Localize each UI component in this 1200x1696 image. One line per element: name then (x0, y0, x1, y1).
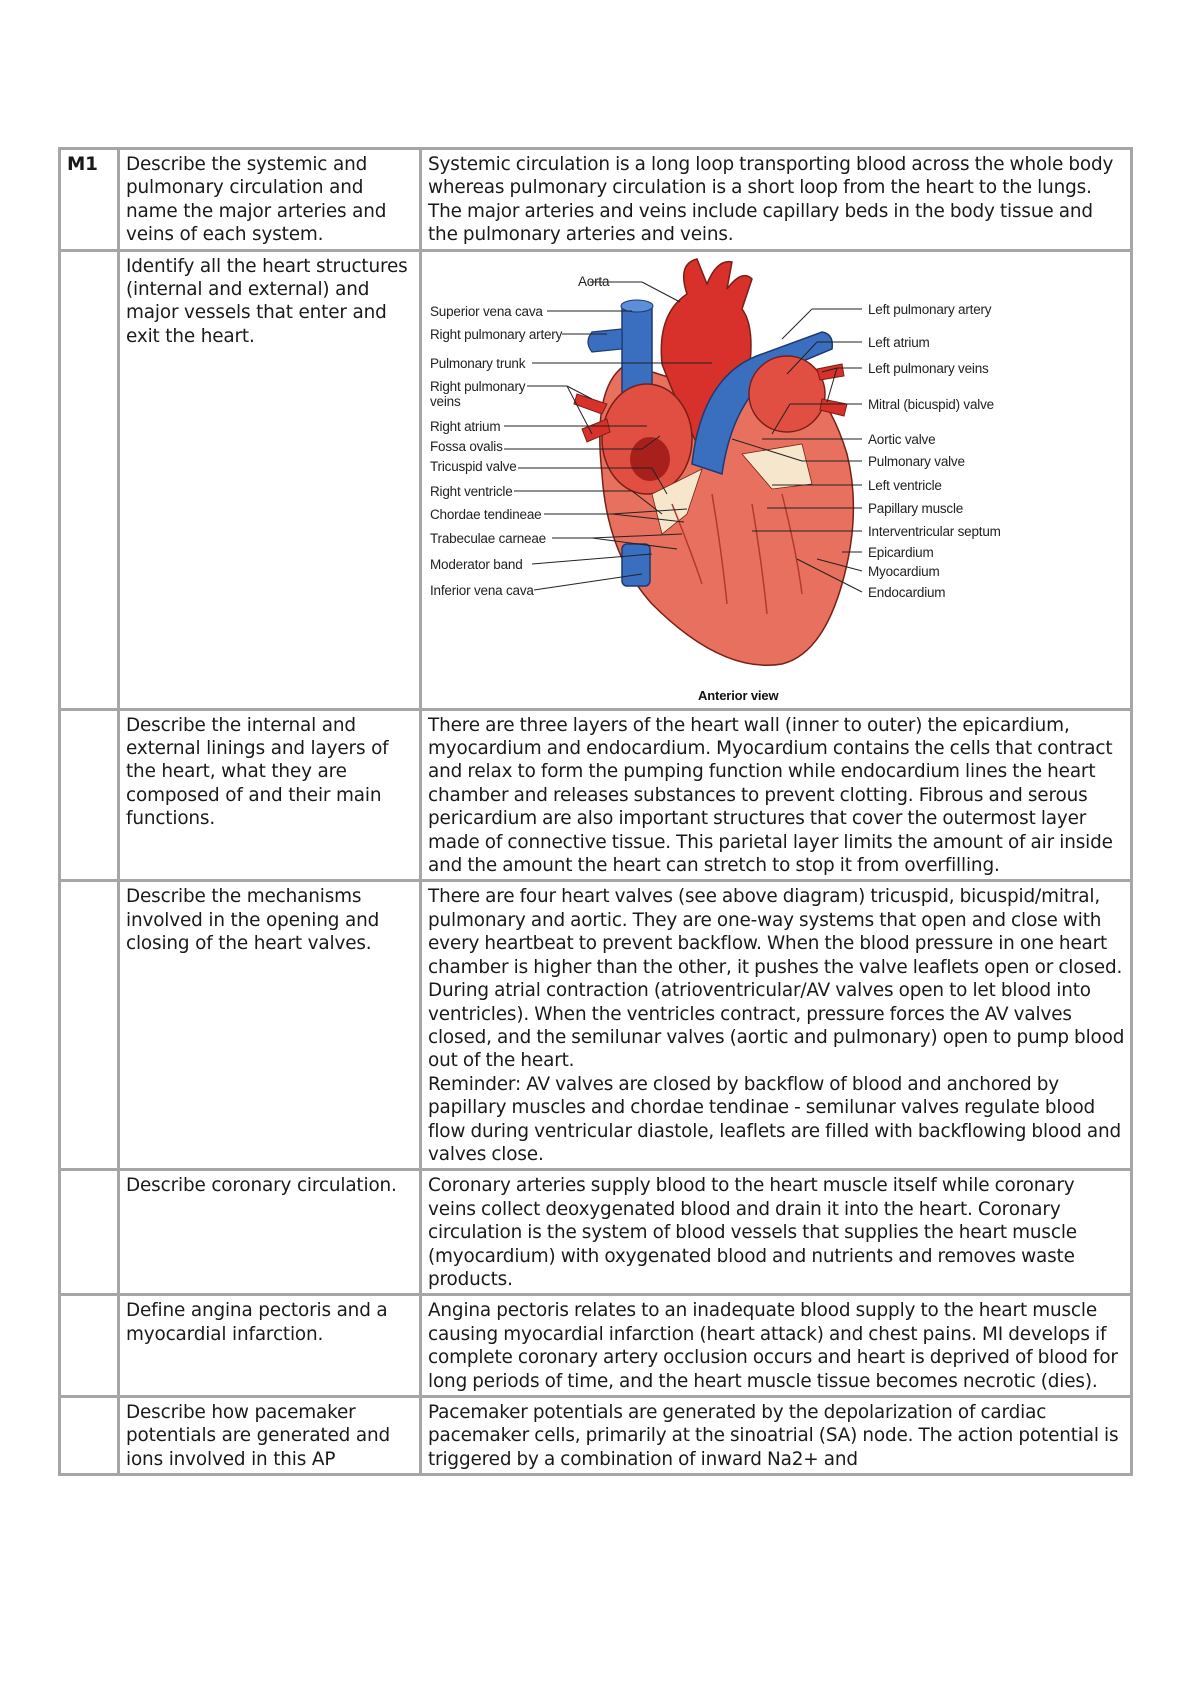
table-row (60, 1397, 1132, 1475)
table-row (60, 149, 1132, 251)
table-row (60, 881, 1132, 1170)
label-superior-vena-cava: Superior vena cava (430, 303, 543, 319)
label-left-ventricle: Left ventricle (868, 477, 942, 493)
table-row (60, 1170, 1132, 1295)
question-cell: Identify all the heart structures (internal and external) and major vessels that enter and exit the heart. (119, 250, 421, 709)
answer-cell: There are three layers of the heart wall (inner to outer) the epicardium, myocardium and endocardium. Myocardium contains the cells that contract and relax to form the pumping function while endocardium lines the heart chamber and releases substances to prevent clotting. Fibrous and serous pericardium are also important structures that cover the outermost layer made of connective tissue. This parietal layer limits the amount of air inside and the amount the heart can stretch to stop it from overfilling. (421, 709, 1132, 881)
criterion-code (60, 1397, 119, 1475)
heart-illustration (422, 254, 1133, 708)
question-cell: Describe coronary circulation. (119, 1170, 421, 1295)
answer-cell (421, 881, 1132, 1170)
label-left-pulmonary-artery: Left pulmonary artery (868, 301, 992, 317)
answer-cell: Pacemaker potentials are generated by the depolarization of cardiac pacemaker cells, primarily at the sinoatrial (SA) node. The action potential is triggered by a combination of inward Na2+ and (421, 1397, 1132, 1475)
criterion-code: M1 (60, 149, 119, 251)
table-row (60, 1295, 1132, 1397)
label-moderator-band: Moderator band (430, 556, 523, 572)
diagram-caption: Anterior view (698, 687, 779, 703)
label-mitral-valve: Mitral (bicuspid) valve (868, 396, 994, 412)
label-trabeculae-carneae: Trabeculae carneae (430, 530, 546, 546)
criterion-code (60, 709, 119, 881)
label-right-atrium: Right atrium (430, 418, 501, 434)
criterion-code (60, 881, 119, 1170)
label-interventricular-septum: Interventricular septum (868, 523, 1001, 539)
label-aorta: Aorta (578, 273, 610, 289)
label-myocardium: Myocardium (868, 563, 940, 579)
answer-cell: Systemic circulation is a long loop transporting blood across the whole body whereas pulmonary circulation is a short loop from the heart to the lungs. The major arteries and veins include capillary beds in the body tissue and the pulmonary arteries and veins. (421, 149, 1132, 251)
table-row (60, 250, 1132, 709)
label-pulmonary-valve: Pulmonary valve (868, 453, 965, 469)
answer-cell: Coronary arteries supply blood to the heart muscle itself while coronary veins collect deoxygenated blood and drain it into the heart. Coronary circulation is the system of blood vessels that supplies the heart muscle (myocardium) with oxygenated blood and nutrients and removes waste products. (421, 1170, 1132, 1295)
criterion-code (60, 1170, 119, 1295)
criteria-table (58, 147, 1133, 1476)
label-chordae-tendineae: Chordae tendineae (430, 506, 542, 522)
label-pulmonary-trunk: Pulmonary trunk (430, 355, 526, 371)
answer-cell: Angina pectoris relates to an inadequate blood supply to the heart muscle causing myocardial infarction (heart attack) and chest pains. MI develops if complete coronary artery occlusion occurs and heart is deprived of blood for long periods of time, and the heart muscle tissue becomes necrotic (dies). (421, 1295, 1132, 1397)
question-cell: Describe the internal and external linings and layers of the heart, what they are composed of and their main functions. (119, 709, 421, 881)
criterion-code (60, 1295, 119, 1397)
label-papillary-muscle: Papillary muscle (868, 500, 964, 516)
answer-reminder: Reminder: AV valves are closed by backflow of blood and anchored by papillary muscles and chordae tendinae - semilunar valves regulate blood flow during ventricular diastole, leaflets are filled with backflowing blood and valves close. (428, 1073, 1121, 1165)
label-right-ventricle: Right ventricle (430, 483, 513, 499)
question-cell: Describe how pacemaker potentials are generated and ions involved in this AP (119, 1397, 421, 1475)
label-left-pulmonary-veins: Left pulmonary veins (868, 360, 989, 376)
label-tricuspid-valve: Tricuspid valve (430, 458, 517, 474)
label-left-atrium: Left atrium (868, 334, 930, 350)
label-aortic-valve: Aortic valve (868, 431, 936, 447)
question-cell: Define angina pectoris and a myocardial infarction. (119, 1295, 421, 1397)
label-endocardium: Endocardium (868, 584, 946, 600)
answer-paragraph: There are four heart valves (see above diagram) tricuspid, bicuspid/mitral, pulmonary and aortic. They are one-way systems that open and close with every heartbeat to prevent backflow. When the blood pressure in one heart chamber is higher than the other, it pushes the valve leaflets open or closed. During atrial contraction (atrioventricular/AV valves open to let blood into ventricles). When the ventricles contract, pressure forces the AV valves closed, and the semilunar valves (aortic and pulmonary) open to pump blood out of the heart. (428, 886, 1125, 1072)
answer-cell-diagram (421, 250, 1132, 709)
question-cell: Describe the mechanisms involved in the opening and closing of the heart valves. (119, 881, 421, 1170)
label-epicardium: Epicardium (868, 544, 934, 560)
label-fossa-ovalis: Fossa ovalis (430, 438, 503, 454)
table-row (60, 709, 1132, 881)
question-cell: Describe the systemic and pulmonary circulation and name the major arteries and veins of each system. (119, 149, 421, 251)
label-right-pulmonary-artery: Right pulmonary artery (430, 326, 563, 342)
criterion-code (60, 250, 119, 709)
label-inferior-vena-cava: Inferior vena cava (430, 582, 534, 598)
label-right-pulmonary-veins: Right pulmonary veins (430, 378, 526, 409)
heart-anatomy-diagram (422, 254, 1133, 708)
